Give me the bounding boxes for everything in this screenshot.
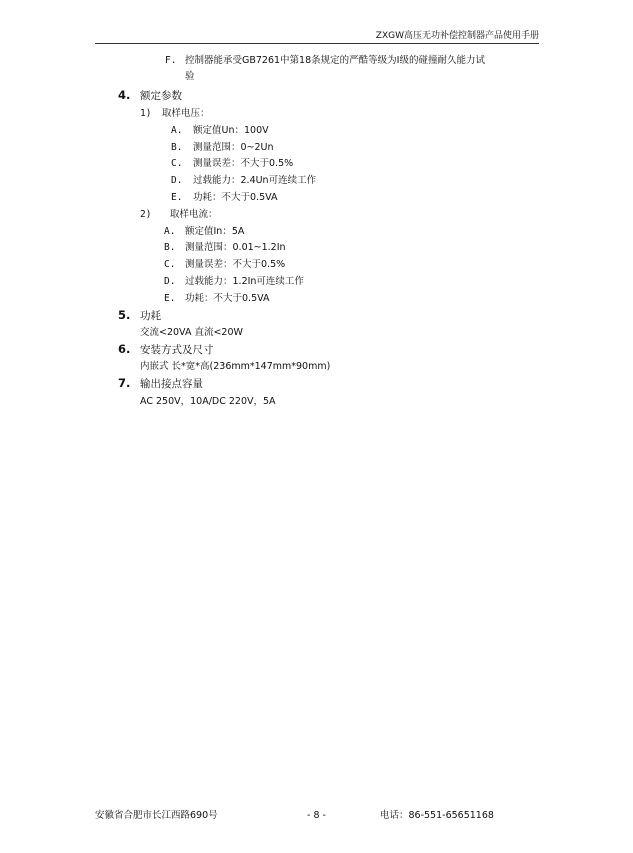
footer-page-number: - 8 - (307, 810, 326, 821)
current-item-c-letter: C. (164, 259, 176, 270)
voltage-item-a-letter: A. (171, 125, 183, 136)
current-item-b-letter: B. (164, 242, 176, 253)
section-4-number: 4. (118, 88, 131, 102)
section-6-title: 安装方式及尺寸 (140, 344, 214, 356)
voltage-item-b-letter: B. (171, 142, 183, 153)
section-6-heading (118, 342, 214, 357)
footer-address: 安徽省合肥市长江西路690号 (95, 810, 218, 821)
voltage-item-e-letter: E. (171, 192, 183, 203)
section-6-number: 6. (118, 342, 131, 356)
footer-phone: 电话：86-551-65651168 (380, 810, 494, 821)
current-title: 取样电流： (170, 209, 218, 220)
voltage-item-b-text: 测量范围：0~2Un (193, 142, 274, 153)
voltage-label: 1) (140, 108, 152, 119)
power-consumption-text: 交流<20VA 直流<20W (140, 327, 243, 338)
current-item-a-letter: A. (164, 226, 176, 237)
current-item-a-text: 额定值In：5A (185, 226, 245, 237)
voltage-item-e-text: 功耗：不大于0.5VA (193, 192, 278, 203)
current-item-c-text: 测量误差：不大于0.5% (185, 259, 286, 270)
section-7-title: 输出接点容量 (140, 378, 203, 390)
voltage-title: 取样电压： (162, 108, 210, 119)
voltage-item-d-letter: D. (171, 175, 183, 186)
voltage-item-d-text: 过载能力：2.4Un可连续工作 (193, 175, 317, 186)
header-rule (95, 43, 539, 44)
section-5-title: 功耗 (140, 310, 161, 322)
install-dimensions-text: 内嵌式 长*宽*高(236mm*147mm*90mm) (140, 361, 331, 372)
item-f-text-line2: 验 (185, 71, 195, 82)
section-5-heading (118, 308, 161, 323)
section-4-title: 额定参数 (140, 90, 182, 102)
current-label: 2) (140, 209, 152, 220)
voltage-item-a-text: 额定值Un：100V (193, 125, 269, 136)
current-item-d-text: 过载能力：1.2In可连续工作 (185, 276, 304, 287)
item-f-letter: F. (165, 55, 177, 66)
section-4-heading (118, 88, 182, 103)
page-header-title: ZXGW高压无功补偿控制器产品使用手册 (375, 31, 539, 41)
item-f-text-line1: 控制器能承受GB7261中第18条规定的严酷等级为I级的碰撞耐久能力试 (185, 55, 485, 66)
section-7-number: 7. (118, 376, 131, 390)
voltage-item-c-letter: C. (171, 158, 183, 169)
current-item-e-text: 功耗：不大于0.5VA (185, 293, 270, 304)
contact-capacity-text: AC 250V，10A/DC 220V，5A (140, 396, 276, 407)
section-5-number: 5. (118, 308, 131, 322)
current-item-b-text: 测量范围：0.01~1.2In (185, 242, 286, 253)
voltage-item-c-text: 测量误差：不大于0.5% (193, 158, 294, 169)
current-item-e-letter: E. (164, 293, 176, 304)
section-7-heading (118, 376, 203, 391)
current-item-d-letter: D. (164, 276, 176, 287)
